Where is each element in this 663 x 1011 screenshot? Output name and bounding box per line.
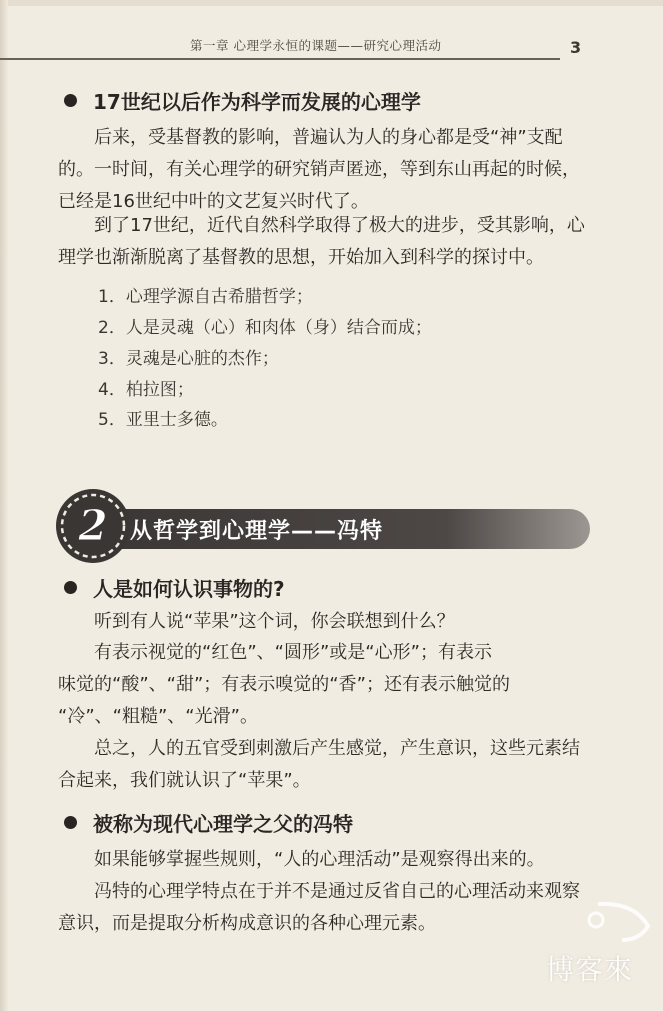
paragraph (58, 210, 598, 274)
section-banner (54, 487, 594, 565)
paragraph (58, 122, 598, 218)
paragraph-line: “冷”、“粗糙”、“光滑”。 (58, 706, 258, 727)
list-item: 1．心理学源自古希腊哲学； (98, 287, 313, 307)
paragraph (58, 844, 598, 876)
paragraph-line: 到了17世纪，近代自然科学取得了极大的进步，受其影响，心 (94, 215, 585, 236)
paragraph-line: 有表示视觉的“红色”、“圆形”或是“心形”；有表示 (94, 642, 492, 663)
section-number-badge-icon (54, 487, 132, 565)
section-number: 2 (78, 501, 108, 550)
bullet-icon (64, 816, 77, 829)
banner-title: 从哲学到心理学——冯特 (130, 519, 384, 544)
paragraph-line: 如果能够掌握些规则，“人的心理活动”是观察得出来的。 (94, 849, 545, 870)
section-heading-wundt (64, 808, 353, 837)
paragraph-line: 总之，人的五官受到刺激后产生感觉，产生意识，这些元素结 (94, 738, 580, 759)
page-number: 3 (570, 38, 582, 57)
paragraph-line: 味觉的“酸”、“甜”；有表示嗅觉的“香”；还有表示触觉的 (58, 674, 510, 695)
paragraph (58, 637, 598, 733)
section-heading-perception (64, 573, 285, 602)
paragraph-line: 听到有人说“苹果”这个词，你会联想到什么？ (94, 611, 455, 632)
paragraph (58, 876, 598, 940)
bullet-icon (64, 581, 77, 594)
page-left-edge (0, 0, 8, 1011)
list-item: 3．灵魂是心脏的杰作； (98, 349, 279, 369)
list-item: 4．柏拉图； (98, 380, 194, 400)
heading-text: 被称为现代心理学之父的冯特 (93, 812, 353, 836)
paragraph-line: 已经是16世纪中叶的文艺复兴时代了。 (58, 191, 369, 212)
running-header: 第一章 心理学永恒的课题——研究心理活动 (190, 38, 442, 53)
watermark-text: 博客來 (546, 953, 634, 986)
header-rule (0, 58, 560, 60)
paragraph (58, 733, 598, 797)
paragraph-line: 后来，受基督教的影响，普遍认为人的身心都是受“神”支配 (94, 127, 563, 148)
list-item: 5．亚里士多德。 (98, 410, 228, 430)
paragraph-line: 意识，而是提取分析构成意识的各种心理元素。 (58, 913, 436, 934)
heading-text: 人是如何认识事物的? (93, 577, 285, 601)
section-heading-17th-century (64, 86, 421, 115)
heading-text: 17世纪以后作为科学而发展的心理学 (93, 90, 421, 114)
bullet-icon (64, 94, 77, 107)
list-item: 2．人是灵魂（心）和肉体（身）结合而成； (98, 318, 432, 338)
paragraph-line: 的。一时间，有关心理学的研究销声匿迹，等到东山再起的时候， (58, 159, 580, 180)
paragraph-line: 合起来，我们就认识了“苹果”。 (58, 770, 311, 791)
paragraph-line: 冯特的心理学特点在于并不是通过反省自己的心理活动来观察 (94, 881, 580, 902)
paragraph (58, 606, 598, 638)
page-top-edge (0, 0, 663, 6)
paragraph-line: 理学也渐渐脱离了基督教的思想，开始加入到科学的探讨中。 (58, 247, 544, 268)
